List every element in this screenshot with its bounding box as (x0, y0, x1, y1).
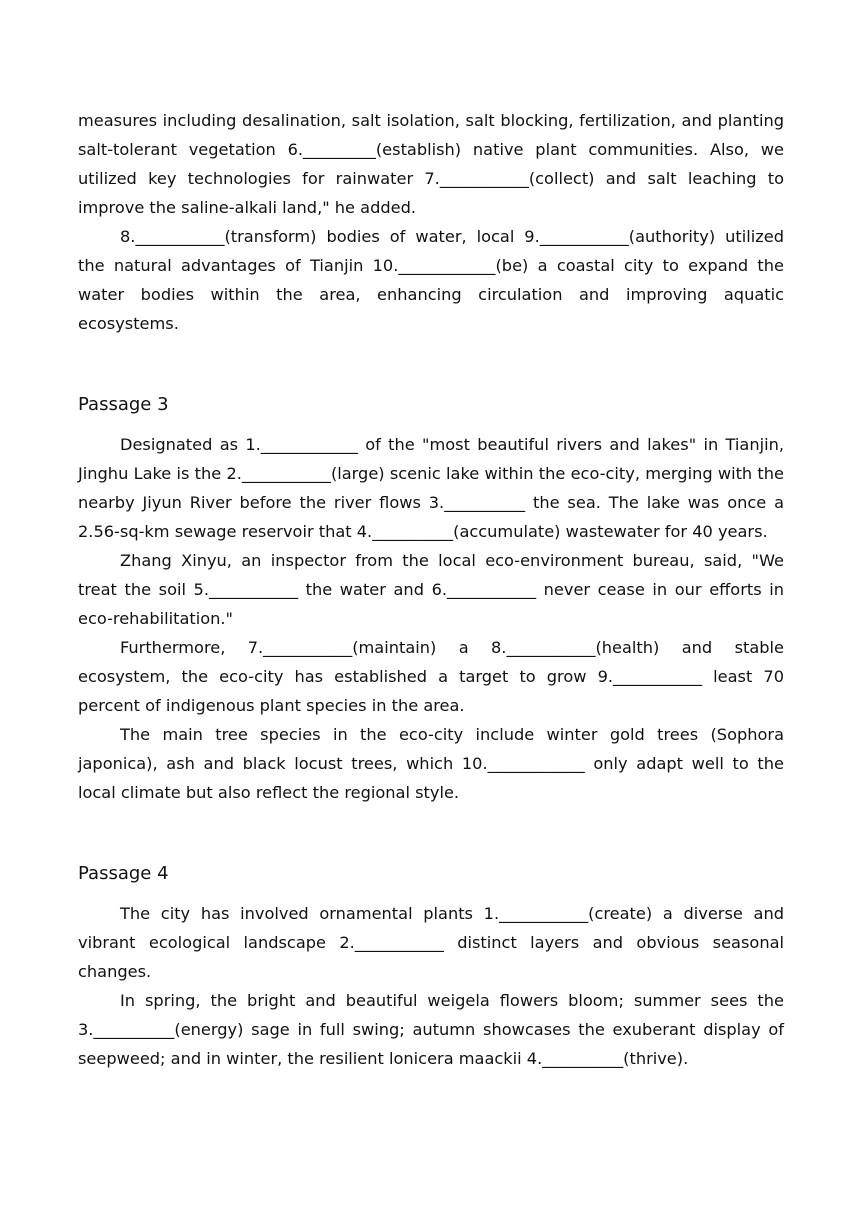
passage3-paragraph-4: The main tree species in the eco-city include winter gold trees (Sophora japonica), ash and black locust trees, which 10.____________ only adapt well to the local climate but also reflect the regional style. (78, 725, 784, 802)
passage3-title: Passage 3 (78, 394, 169, 415)
passage3-paragraph-1: Designated as 1.____________ of the "most beautiful rivers and lakes" in Tianjin, Jinghu Lake is the 2.___________(large) scenic lake within the eco-city, merging with the nearby Jiyun River before the river flows 3.__________ the sea. The lake was once a 2.56-sq-km sewage reservoir that 4.__________(accumulate) wastewater for 40 years. (78, 435, 784, 541)
passage4-paragraph-1: The city has involved ornamental plants 1.___________(create) a diverse and vibrant ecological landscape 2.___________ distinct layers and obvious seasonal changes. (78, 904, 784, 981)
passage3-paragraph-2: Zhang Xinyu, an inspector from the local eco-environment bureau, said, "We treat the soil 5.___________ the water and 6.___________ never cease in our efforts in eco-rehabilitation." (78, 551, 784, 628)
passage4-title: Passage 4 (78, 863, 169, 884)
document-page (78, 106, 784, 1073)
passage3-paragraph-3: Furthermore, 7.___________(maintain) a 8.___________(health) and stable ecosystem, the eco-city has established a target to grow 9.___________ least 70 percent of indigenous plant species in the area. (78, 638, 784, 715)
passage2-paragraph-1: measures including desalination, salt isolation, salt blocking, fertilization, and planting salt-tolerant vegetation 6._________(establish) native plant communities. Also, we utilized key technologies for rainwater 7.___________(collect) and salt leaching to improve the saline-alkali land," he added. (78, 111, 784, 217)
passage4-paragraph-2: In spring, the bright and beautiful weigela flowers bloom; summer sees the 3.__________(energy) sage in full swing; autumn showcases the exuberant display of seepweed; and in winter, the resilient lonicera maackii 4.__________(thrive). (78, 991, 784, 1068)
passage2-paragraph-2: 8.___________(transform) bodies of water, local 9.___________(authority) utilized the natural advantages of Tianjin 10.____________(be) a coastal city to expand the water bodies within the area, enhancing circulation and improving aquatic ecosystems. (78, 227, 784, 333)
